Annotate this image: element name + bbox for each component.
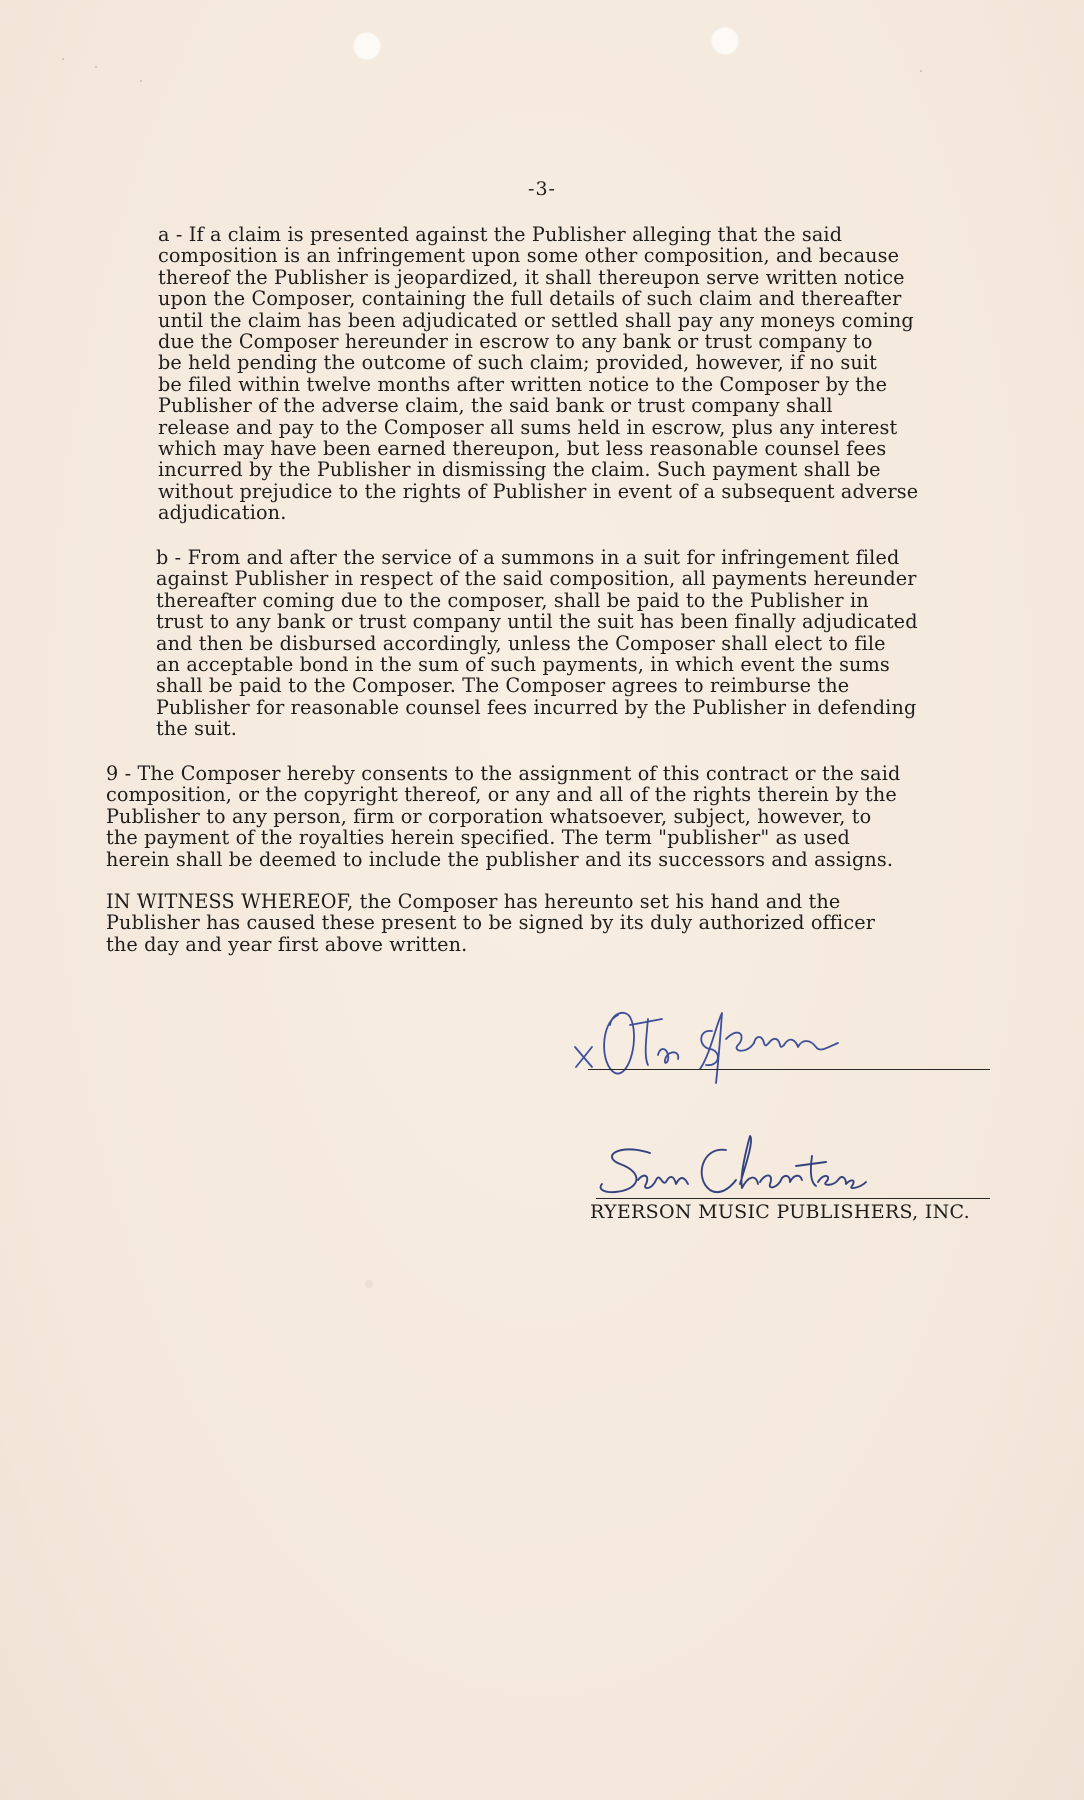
punch-hole-right — [711, 27, 739, 55]
paper-speck — [95, 66, 97, 68]
clause-b-paragraph: b - From and after the service of a summons in a suit for infringement filed against Publisher in respect of the said composition, all payments hereunder thereafter coming due to the composer, shall be paid to the Publisher in trust to any bank or trust company until the suit has been finally adjudicated and then be disbursed accordingly, unless the Composer shall elect to file an acceptable bond in the sum of such payments, in which event the sums shall be paid to the Composer. The Composer agrees to reimburse the Publisher for reasonable counsel fees incurred by the Publisher in defending the suit. — [156, 546, 918, 741]
publisher-signature-line — [596, 1198, 990, 1199]
clause-9-paragraph: 9 - The Composer hereby consents to the assignment of this contract or the said composition, or the copyright thereof, or any and all of the rights therein by the Publisher to any person, firm or corporation whatsoever, subject, however, to the payment of the royalties herein specified. The term "publisher" as used herein shall be deemed to include the publisher and its successors and assigns. — [106, 762, 901, 871]
paper-speck — [140, 80, 142, 82]
witness-clause: IN WITNESS WHEREOF, the Composer has hereunto set his hand and the Publisher has caused these present to be signed by its duly authorized officer the day and year first above written. — [106, 890, 876, 956]
paper-speck — [62, 58, 64, 60]
publisher-name-caption: RYERSON MUSIC PUBLISHERS, INC. — [590, 1201, 971, 1223]
composer-signature — [570, 995, 870, 1095]
composer-signature-line — [588, 1069, 990, 1070]
punch-hole-left — [353, 32, 381, 60]
paper-speck — [365, 1280, 373, 1288]
page-number: -3- — [528, 178, 556, 200]
paper-speck — [920, 70, 922, 72]
clause-a-paragraph: a - If a claim is presented against the Publisher alleging that the said composition is an infringement upon some other composition, and because thereof the Publisher is jeopardized, it shall thereupon serve written notice upon the Composer, containing the full details of such claim and thereafter until the claim has been adjudicated or settled shall pay any moneys coming due the Composer hereunder in escrow to any bank or trust company to be held pending the outcome of such claim; provided, however, if no suit be filed within twelve months after written notice to the Composer by the Publisher of the adverse claim, the said bank or trust company shall release and pay to the Composer all sums held in escrow, plus any interest which may have been earned thereupon, but less reasonable counsel fees incurred by the Publisher in dismissing the claim. Such payment shall be without prejudice to the rights of Publisher in event of a subsequent adverse adjudication. — [158, 223, 919, 525]
